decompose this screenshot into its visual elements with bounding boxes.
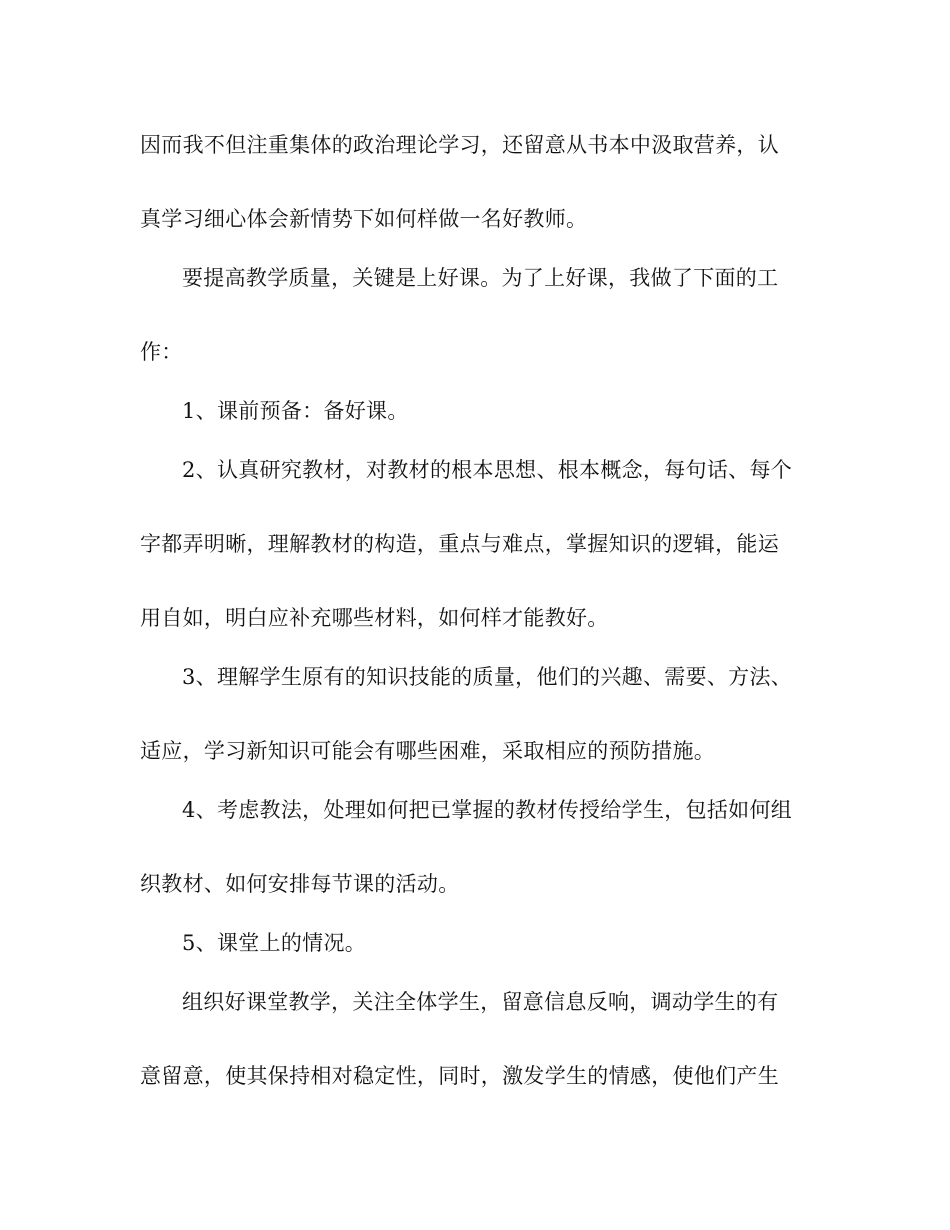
list-item-line: 1、课前预备：备好课。 xyxy=(182,399,409,423)
paragraph-line: 用自如，明白应补充哪些材料，如何样才能教好。 xyxy=(140,606,609,630)
paragraph-line: 字都弄明晰，理解教材的构造，重点与难点，掌握知识的逻辑，能运 xyxy=(140,532,779,556)
paragraph-line: 织教材、如何安排每节课的活动。 xyxy=(140,872,460,896)
list-item-line: 5、课堂上的情况。 xyxy=(182,931,367,955)
paragraph-line: 因而我不但注重集体的政治理论学习，还留意从书本中汲取营养，认 xyxy=(140,133,779,157)
paragraph-line: 组织好课堂教学，关注全体学生，留意信息反响，调动学生的有 xyxy=(182,990,779,1014)
paragraph-line: 作： xyxy=(140,340,183,364)
paragraph-line: 真学习细心体会新情势下如何样做一名好教师。 xyxy=(140,207,588,231)
paragraph-line: 适应，学习新知识可能会有哪些困难，采取相应的预防措施。 xyxy=(140,739,716,763)
list-item-line: 2、认真研究教材，对教材的根本思想、根本概念，每句话、每个 xyxy=(182,458,793,482)
list-item-line: 3、理解学生原有的知识技能的质量，他们的兴趣、需要、方法、 xyxy=(182,665,793,689)
list-item-line: 4、考虑教法，处理如何把已掌握的教材传授给学生，包括如何组 xyxy=(182,798,793,822)
paragraph-line: 意留意，使其保持相对稳定性，同时，激发学生的情感，使他们产生 xyxy=(140,1064,779,1088)
paragraph-line: 要提高教学质量，关键是上好课。为了上好课，我做了下面的工 xyxy=(182,266,779,290)
